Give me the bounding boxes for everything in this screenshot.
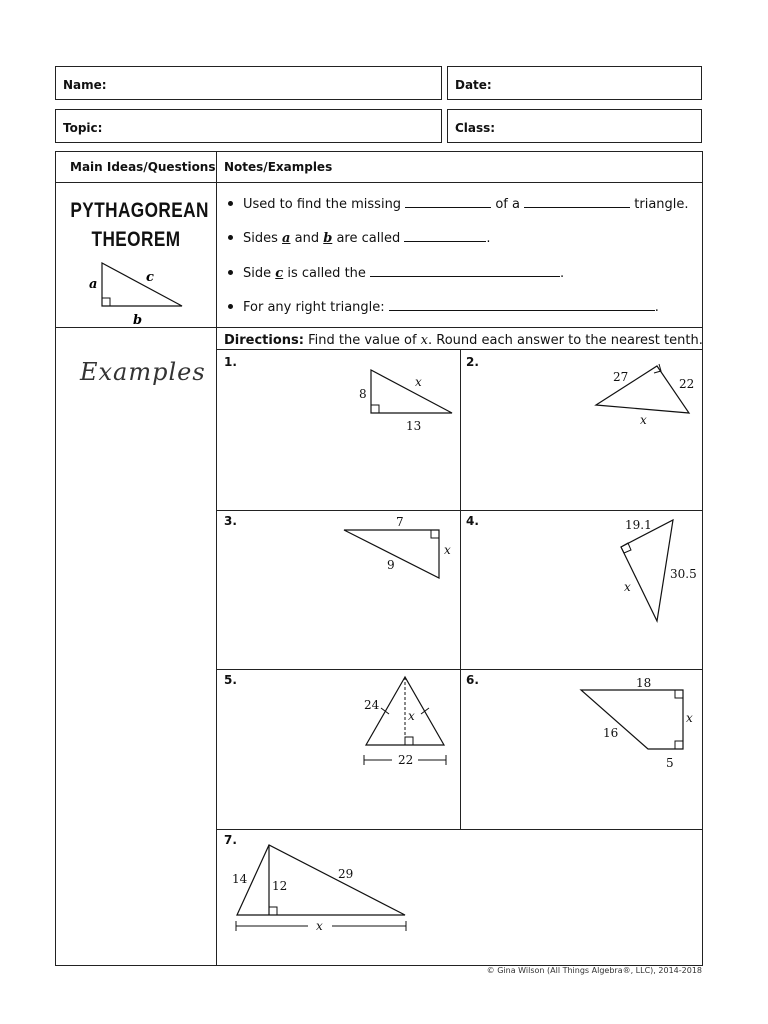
p6-label-18: 18 [636, 676, 652, 690]
column-header-notes: Notes/Examples [224, 160, 333, 174]
problem-2-number: 2. [466, 355, 479, 369]
p7-label-29: 29 [338, 867, 354, 881]
class-label: Class: [455, 121, 496, 135]
problem-4-right-angle [621, 543, 631, 553]
problem-1-number: 1. [224, 355, 237, 369]
p5-label-x: x [408, 709, 415, 723]
problem-3-right-angle [431, 530, 439, 538]
p2-label-22: 22 [679, 377, 695, 391]
p4-label-x: x [624, 580, 631, 594]
problem-5-right-angle [405, 737, 413, 745]
p1-label-hyp: x [415, 375, 422, 389]
p2-label-27: 27 [613, 370, 629, 384]
p3-label-9: 9 [387, 558, 395, 572]
p1-label-base: 13 [406, 419, 422, 433]
p3-label-x: x [444, 543, 451, 557]
problem-5-tick-left [381, 708, 389, 714]
problem-6-trapezoid [581, 690, 683, 749]
bullet-2: Sides a and b are called . [228, 229, 490, 246]
problem-6-right-angle-bottom [675, 741, 683, 749]
column-header-main-ideas: Main Ideas/Questions [70, 160, 216, 174]
problem-4-triangle [621, 520, 673, 621]
date-label: Date: [455, 78, 492, 92]
side-b-label: b [133, 313, 143, 328]
p7-label-x: x [316, 919, 323, 933]
p6-label-5: 5 [666, 756, 674, 770]
bullet-1: Used to find the missing of a triangle. [228, 195, 689, 212]
p2-label-x: x [640, 413, 647, 427]
copyright: © Gina Wilson (All Things Algebra®, LLC), 2014-2018 [486, 966, 702, 975]
p3-label-7: 7 [396, 515, 404, 529]
problem-7-triangle [237, 845, 405, 915]
problem-2-right-angle [654, 364, 661, 373]
problem-2-triangle [596, 366, 689, 413]
problem-5-number: 5. [224, 673, 237, 687]
p6-label-x: x [686, 711, 693, 725]
problem-7-number: 7. [224, 833, 237, 847]
p4-label-30.5: 30.5 [670, 567, 697, 581]
problem-6-number: 6. [466, 673, 479, 687]
side-c-label: c [146, 270, 154, 285]
topic-title-line2: THEOREM [91, 228, 181, 251]
problem-7-right-angle [269, 907, 277, 915]
side-a-label: a [89, 277, 98, 292]
p7-label-14: 14 [232, 872, 248, 886]
p1-label-leg: 8 [359, 387, 367, 401]
topic-label: Topic: [63, 121, 103, 135]
p5-label-22: 22 [398, 753, 414, 767]
bullet-3: Side c is called the . [228, 264, 564, 281]
topic-title-line1: PYTHAGOREAN [70, 199, 209, 222]
problem-1-triangle [371, 370, 452, 413]
p4-label-19.1: 19.1 [625, 518, 652, 532]
p7-label-12: 12 [272, 879, 288, 893]
name-label: Name: [63, 78, 107, 92]
problem-6-right-angle-top [675, 690, 683, 698]
examples-heading: Examples [80, 358, 206, 386]
problem-1-right-angle [371, 405, 379, 413]
p6-label-16: 16 [603, 726, 619, 740]
p5-label-24: 24 [364, 698, 380, 712]
problem-4-number: 4. [466, 514, 479, 528]
bullet-4: For any right triangle: . [228, 298, 659, 315]
problem-5-tick-right [421, 708, 429, 714]
problem-3-number: 3. [224, 514, 237, 528]
directions: Directions: Find the value of x. Round each answer to the nearest tenth. [224, 333, 703, 348]
